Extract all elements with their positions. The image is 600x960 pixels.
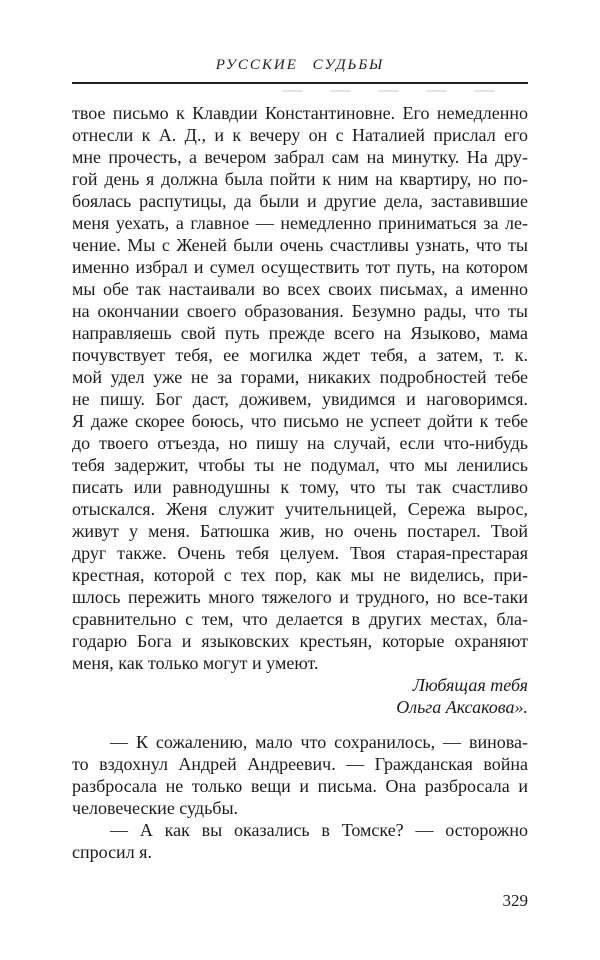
letter-signature xyxy=(72,674,528,718)
dialogue-line: спросил я. xyxy=(72,842,152,862)
letter-line: меня уехать, а главное — немедленно приниматься за ле- xyxy=(72,213,528,233)
letter-line: годарю Бога и языковских крестьян, которые охраняют xyxy=(72,631,528,651)
header-rule xyxy=(72,82,528,84)
dialogue-line: разбросала не только вещи и письма. Она разбросала и xyxy=(72,776,528,796)
dialogue-line: — А как вы оказались в Томске? — осторожно xyxy=(110,820,528,840)
letter-line: мне прочесть, а вечером забрал сам на минутку. На дру- xyxy=(72,147,528,167)
letter-line: не пишу. Бог даст, доживем, увидимся и наговоримся. xyxy=(72,389,528,409)
letter-line: до твоего отъезда, но пишу на случай, если что-нибудь xyxy=(72,433,528,453)
signature-line: Любящая тебя xyxy=(412,675,528,695)
letter-line: на окончании своего образования. Безумно рады, что ты xyxy=(72,301,528,321)
letter-line: писать или равнодушны к тому, что ты так счастливо xyxy=(72,477,528,497)
ghost-dash xyxy=(282,90,303,92)
letter-line: отыскался. Женя служит учительницей, Сережа вырос, xyxy=(72,499,528,519)
letter-line: отнесли к А. Д., и к вечеру он с Наталией прислал его xyxy=(72,125,528,145)
letter-line: тебя задержит, чтобы ты не подумал, что мы ленились xyxy=(72,455,528,475)
letter-line: Я даже скорее боюсь, что письмо не успеет дойти к тебе xyxy=(72,411,528,431)
dialogue-line: человеческие судьбы. xyxy=(72,798,239,818)
letter-line: почувствует тебя, ее могилка ждет тебя, а затем, т. к. xyxy=(72,345,528,365)
dialogue-line: — К сожалению, мало что сохранилось, — винова- xyxy=(110,732,528,752)
letter-line: друг также. Очень тебя целуем. Твоя старая-престарая xyxy=(72,543,528,563)
letter-line: чение. Мы с Женей были очень счастливы узнать, что ты xyxy=(72,235,528,255)
scan-ghost-artifacts xyxy=(282,90,528,93)
ghost-dash xyxy=(378,90,399,92)
dialogue-section xyxy=(72,731,528,863)
page-number: 329 xyxy=(502,891,528,910)
letter-line: твое письмо к Клавдии Константиновне. Его немедленно xyxy=(72,103,528,123)
signature-line: Ольга Аксакова». xyxy=(396,697,528,717)
ghost-dash xyxy=(330,90,351,92)
letter-line: меня, как только могут и умеют. xyxy=(72,653,319,673)
dialogue-line: то вздохнул Андрей Андреевич. — Гражданская война xyxy=(72,754,528,774)
letter-line: боялась распутицы, да были и другие дела, заставившие xyxy=(72,191,528,211)
ghost-dash xyxy=(474,90,495,92)
letter-line: именно избрал и сумел осуществить тот путь, на котором xyxy=(72,257,528,277)
letter-line: направляешь свой путь прежде всего на Языково, мама xyxy=(72,323,528,343)
letter-line: гой день я должна была пойти к ним на квартиру, но по- xyxy=(72,169,528,189)
letter-line: мой удел уже не за горами, никаких подробностей тебе xyxy=(72,367,528,387)
ghost-dash xyxy=(426,90,447,92)
letter-line: живут у меня. Батюшка жив, но очень постарел. Твой xyxy=(72,521,528,541)
letter-line: сравнительно с тем, что делается в других местах, бла- xyxy=(72,609,528,629)
letter-line: мы обе так настаивали во всех своих письмах, а именно xyxy=(72,279,528,299)
letter-line: крестная, которой с тех пор, как мы не виделись, при- xyxy=(72,565,528,585)
letter-body xyxy=(72,102,528,674)
letter-line: шлось пережить много тяжелого и трудного, но все-таки xyxy=(72,587,528,607)
running-header: РУССКИЕ СУДЬБЫ xyxy=(215,57,385,73)
